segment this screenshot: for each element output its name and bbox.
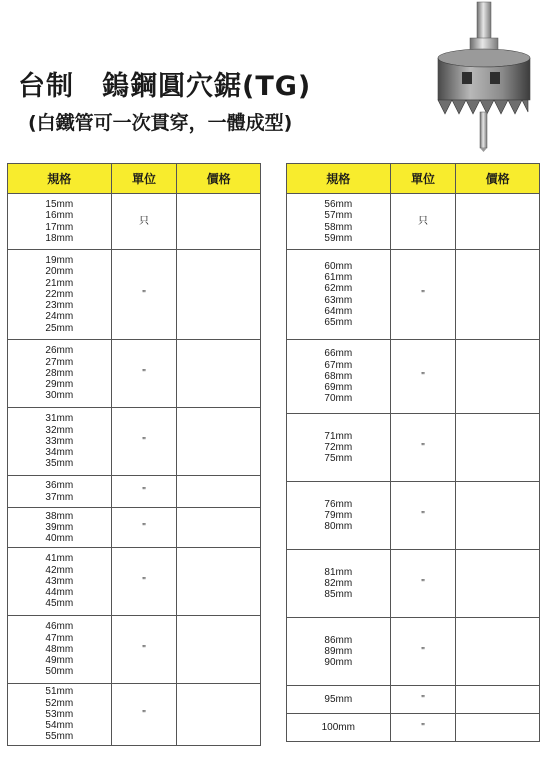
unit-cell: " [390,482,456,550]
size-list [8,616,112,684]
price-cell[interactable] [177,250,261,340]
size-value: 48mm [45,643,74,655]
size-list [287,686,391,714]
table-row [287,686,540,714]
table-row [287,714,540,742]
size-list [287,194,391,250]
size-value: 43mm [45,575,74,587]
unit-cell: " [111,548,177,616]
size-value: 46mm [45,621,74,633]
size-list [287,250,391,340]
size-value: 19mm [45,254,74,266]
unit-cell: " [390,714,456,742]
unit-cell: " [111,476,177,508]
size-value: 36mm [45,480,74,492]
product-title: 鎢鋼圓穴鋸(TG) [102,71,312,102]
table-row [8,408,261,476]
price-cell[interactable] [456,686,540,714]
size-value: 29mm [45,379,74,391]
size-value: 32mm [45,424,74,436]
size-list [8,340,112,408]
page-subtitle: (白鐵管可一次貫穿，一體成型) [28,112,293,134]
size-value: 44mm [45,587,74,599]
table-row [8,250,261,340]
table-row [8,684,261,746]
size-value: 40mm [45,533,74,545]
size-value: 17mm [45,221,74,233]
table-row [287,482,540,550]
size-value: 51mm [45,686,74,698]
price-cell[interactable] [456,250,540,340]
spec-table-right [286,163,540,742]
size-value: 22mm [45,288,74,300]
table-row [8,616,261,684]
table-row [8,508,261,548]
size-value: 63mm [324,294,353,306]
size-value: 59mm [324,232,353,244]
price-cell[interactable] [177,548,261,616]
size-value: 47mm [45,632,74,644]
table-row [287,414,540,482]
size-value: 80mm [324,521,353,533]
size-value: 18mm [45,232,74,244]
table-row [8,340,261,408]
size-list [8,476,112,508]
price-cell[interactable] [456,414,540,482]
size-value: 67mm [324,359,353,371]
unit-cell: " [111,508,177,548]
size-value: 60mm [324,260,353,272]
price-cell[interactable] [177,616,261,684]
size-value: 66mm [324,348,353,360]
size-value: 61mm [324,271,353,283]
size-value: 30mm [45,390,74,402]
size-value: 79mm [324,509,353,521]
size-list [287,340,391,414]
price-cell[interactable] [456,714,540,742]
size-value: 35mm [45,458,74,470]
price-cell[interactable] [177,684,261,746]
size-value: 33mm [45,435,74,447]
size-value: 26mm [45,345,74,357]
size-list [287,482,391,550]
size-value: 27mm [45,356,74,368]
table-row [287,250,540,340]
table-row [287,340,540,414]
size-value: 56mm [324,198,353,210]
header-price: 價格 [456,164,540,194]
unit-cell: " [111,616,177,684]
price-cell[interactable] [456,618,540,686]
size-value: 86mm [324,634,353,646]
table-row [8,194,261,250]
size-value: 68mm [324,370,353,382]
size-list [8,408,112,476]
size-value: 25mm [45,322,74,334]
size-list [8,250,112,340]
size-value: 34mm [45,447,74,459]
table-row [287,550,540,618]
size-value: 95mm [324,693,353,705]
size-value: 58mm [324,221,353,233]
size-value: 55mm [45,731,74,743]
size-list [287,550,391,618]
header-spec: 規格 [287,164,391,194]
price-cell[interactable] [456,194,540,250]
size-value: 53mm [45,708,74,720]
price-cell[interactable] [177,508,261,548]
size-value: 72mm [324,441,353,453]
size-value: 54mm [45,720,74,732]
size-list [8,194,112,250]
size-value: 38mm [45,510,74,522]
size-list [287,714,391,742]
size-value: 85mm [324,589,353,601]
size-list [8,684,112,746]
size-value: 76mm [324,498,353,510]
size-value: 100mm [321,721,355,733]
size-value: 71mm [324,430,353,442]
unit-cell: " [390,550,456,618]
header-unit: 單位 [111,164,177,194]
size-value: 50mm [45,666,74,678]
table-row [287,194,540,250]
unit-cell: " [111,684,177,746]
size-value: 75mm [324,453,353,465]
size-value: 57mm [324,210,353,222]
size-value: 39mm [45,521,74,533]
size-value: 28mm [45,367,74,379]
unit-cell: 只 [390,194,456,250]
size-value: 45mm [45,598,74,610]
size-value: 42mm [45,564,74,576]
size-list [287,414,391,482]
price-cell[interactable] [177,194,261,250]
size-value: 65mm [324,317,353,329]
price-cell[interactable] [177,340,261,408]
unit-cell: " [111,250,177,340]
page-title [18,64,311,103]
unit-cell: " [390,250,456,340]
table-row [8,476,261,508]
unit-cell: " [390,686,456,714]
size-value: 70mm [324,393,353,405]
size-list [8,508,112,548]
size-value: 41mm [45,553,74,565]
size-value: 16mm [45,210,74,222]
size-value: 81mm [324,566,353,578]
price-cell[interactable] [456,340,540,414]
hole-saw-image [432,0,544,152]
size-value: 82mm [324,577,353,589]
size-value: 24mm [45,311,74,323]
size-value: 49mm [45,655,74,667]
size-value: 23mm [45,300,74,312]
size-value: 21mm [45,277,74,289]
unit-cell: " [111,408,177,476]
size-value: 90mm [324,657,353,669]
spec-table-left [7,163,261,746]
size-value: 37mm [45,491,74,503]
header-price: 價格 [177,164,261,194]
unit-cell: " [390,340,456,414]
size-value: 52mm [45,697,74,709]
unit-cell: " [390,414,456,482]
size-value: 64mm [324,305,353,317]
table-row [8,548,261,616]
size-list [287,618,391,686]
price-cell[interactable] [177,408,261,476]
size-value: 20mm [45,266,74,278]
size-value: 69mm [324,382,353,394]
brand-label: 台制 [18,71,74,102]
header-spec: 規格 [8,164,112,194]
size-value: 15mm [45,198,74,210]
price-cell[interactable] [177,476,261,508]
size-value: 62mm [324,283,353,295]
unit-cell: " [390,618,456,686]
size-list [8,548,112,616]
price-cell[interactable] [456,482,540,550]
size-value: 31mm [45,413,74,425]
unit-cell: 只 [111,194,177,250]
table-row [287,618,540,686]
price-cell[interactable] [456,550,540,618]
header-unit: 單位 [390,164,456,194]
unit-cell: " [111,340,177,408]
size-value: 89mm [324,645,353,657]
